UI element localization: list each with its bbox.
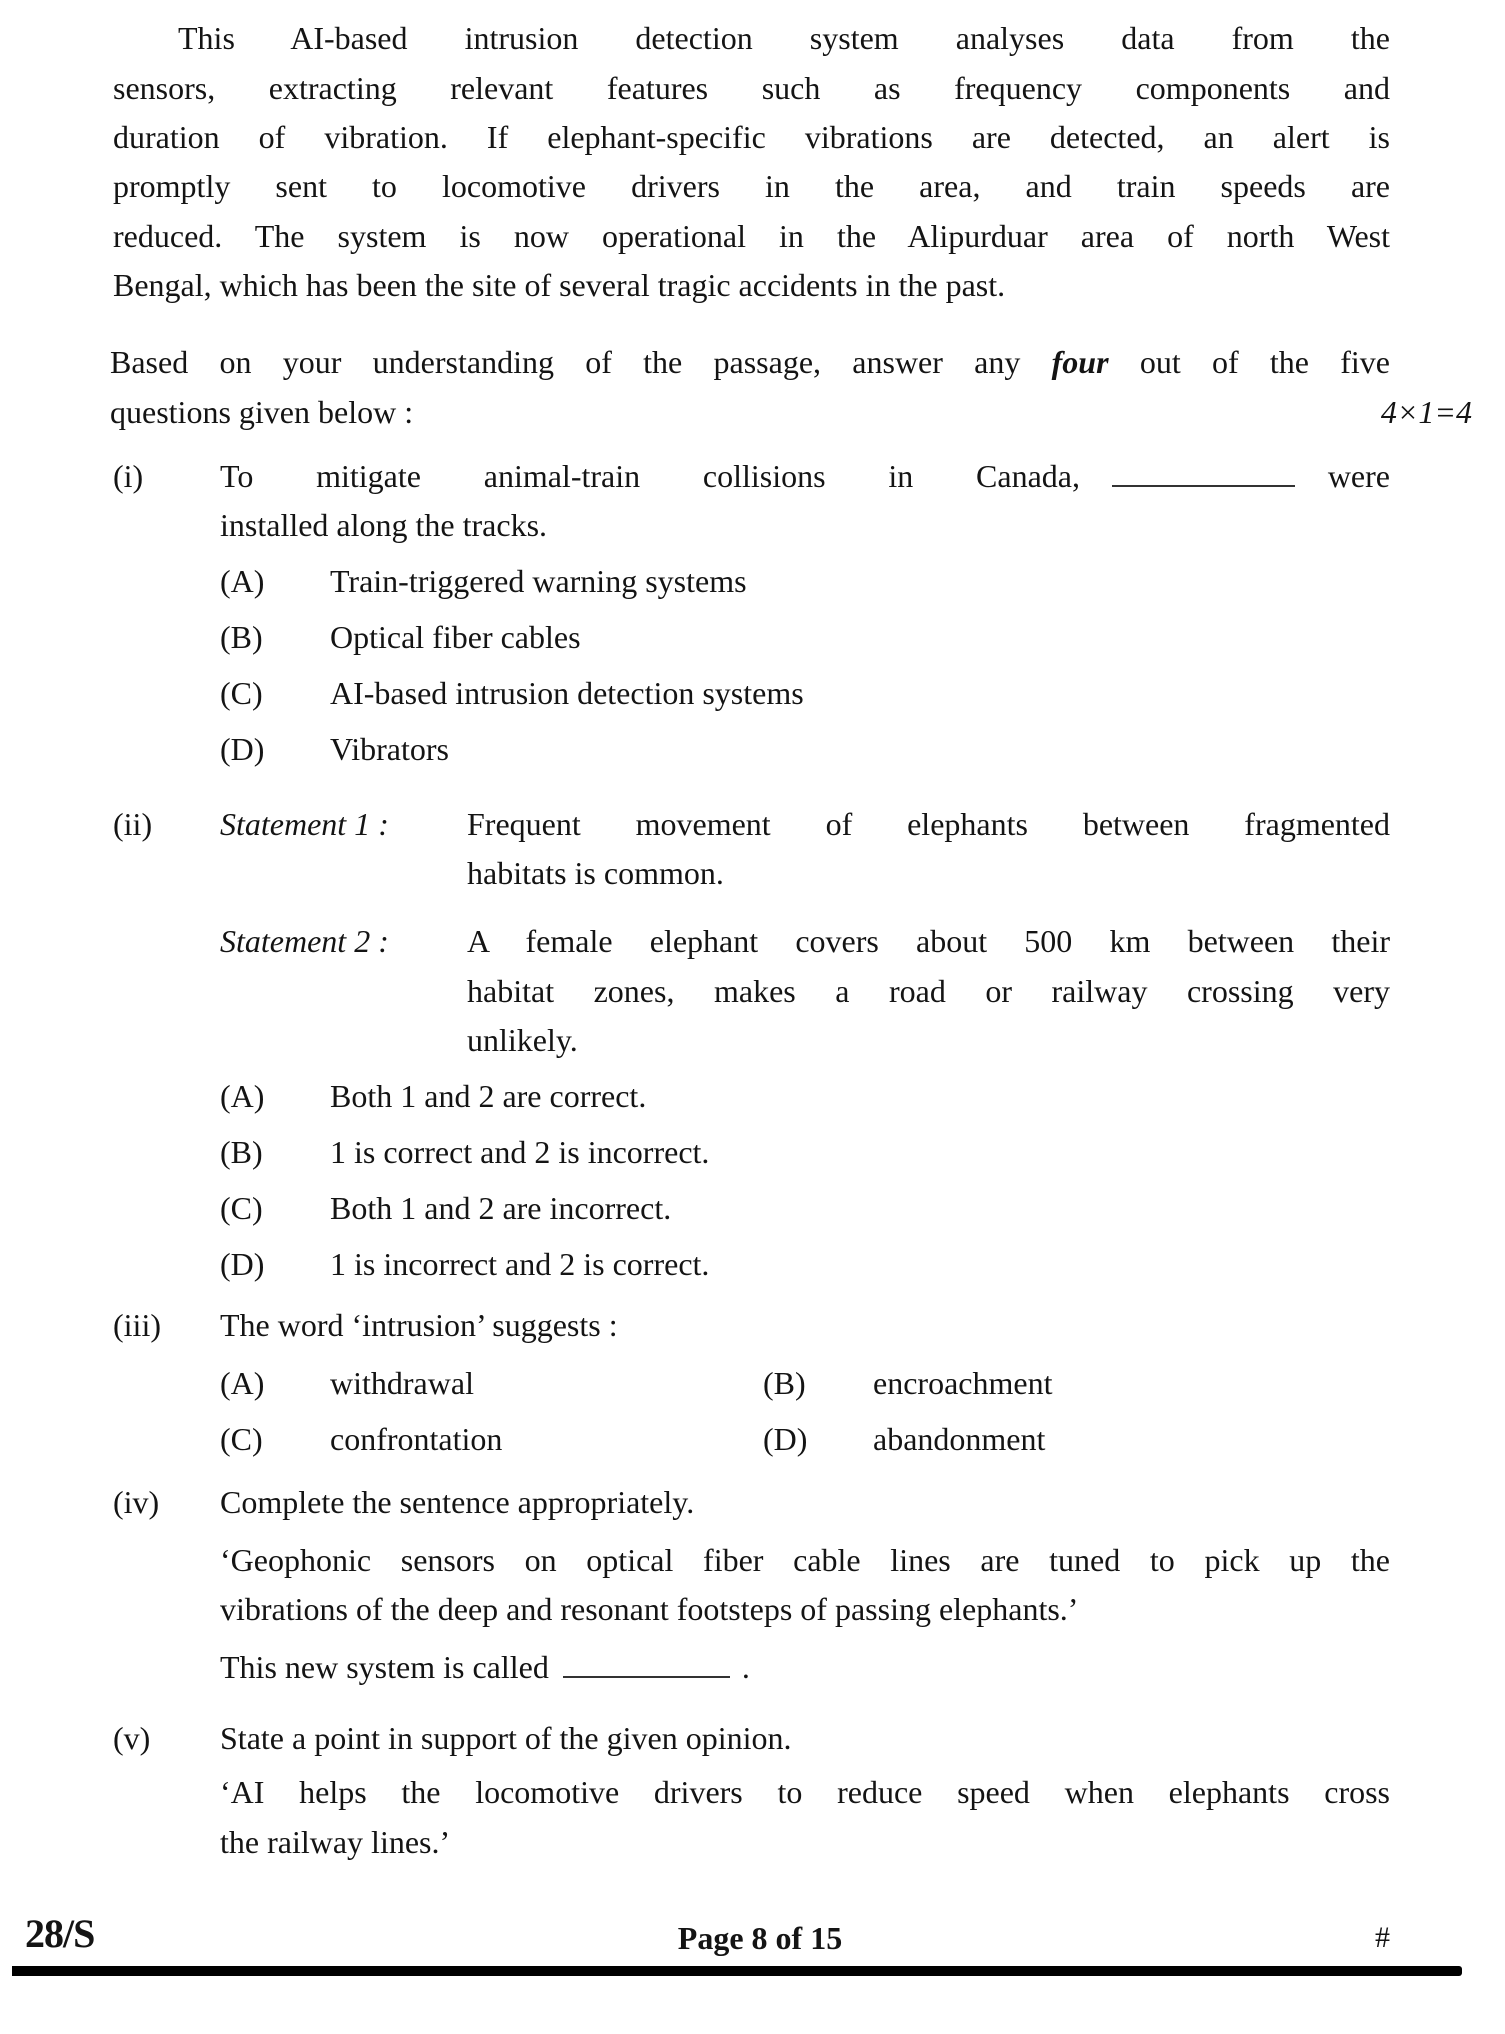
statement-1-line: habitats is common. <box>467 855 724 891</box>
passage-line: Bengal, which has been the site of several tragic accidents in the past. <box>113 267 1006 303</box>
quote-line: ‘Geophonic sensors on optical fiber cable lines are tuned to pick up the <box>220 1542 1390 1578</box>
option-text-d[interactable]: Vibrators <box>330 731 449 767</box>
option-text-a[interactable]: Train-triggered warning systems <box>330 563 747 599</box>
paper-code: 28/S <box>25 1911 95 1956</box>
option-text-a[interactable]: withdrawal <box>330 1365 474 1401</box>
option-label-d[interactable]: (D) <box>220 1246 265 1282</box>
option-label-a[interactable]: (A) <box>220 563 265 599</box>
question-number: (i) <box>113 458 144 494</box>
hash-mark: # <box>1375 1921 1390 1954</box>
answer-blank <box>563 1675 730 1678</box>
statement-1-line: Frequent movement of elephants between fragmented <box>467 806 1390 842</box>
quote-line: vibrations of the deep and resonant footsteps of passing elephants.’ <box>220 1591 1079 1627</box>
option-text-c[interactable]: Both 1 and 2 are incorrect. <box>330 1190 672 1226</box>
option-text-c[interactable]: AI-based intrusion detection systems <box>330 675 804 711</box>
question-number: (iv) <box>113 1484 160 1520</box>
option-label-a[interactable]: (A) <box>220 1078 265 1114</box>
question-text: were <box>1327 458 1390 494</box>
question-text: State a point in support of the given opinion. <box>220 1720 792 1756</box>
option-label-b[interactable]: (B) <box>220 1134 263 1170</box>
question-text: To mitigate animal-train collisions in Canada, <box>220 458 1080 494</box>
statement-2-line: unlikely. <box>467 1022 578 1058</box>
question-text-line <box>220 456 1390 496</box>
option-label-d[interactable]: (D) <box>763 1421 808 1457</box>
passage-line: reduced. The system is now operational in the Alipurduar area of north West <box>113 218 1390 254</box>
option-label-a[interactable]: (A) <box>220 1365 265 1401</box>
question-text: Complete the sentence appropriately. <box>220 1484 695 1520</box>
option-label-d[interactable]: (D) <box>220 731 265 767</box>
passage-line: sensors, extracting relevant features such as frequency components and <box>113 70 1390 106</box>
answer-blank <box>1112 484 1295 487</box>
option-label-c[interactable]: (C) <box>220 1190 263 1226</box>
passage-line: promptly sent to locomotive drivers in the area, and train speeds are <box>113 168 1390 204</box>
page-number: Page 8 of 15 <box>677 1920 843 1956</box>
option-text-b[interactable]: encroachment <box>873 1365 1053 1401</box>
statement-2-line: A female elephant covers about 500 km between their <box>467 923 1390 959</box>
instructions-text: out of the five <box>1139 344 1390 380</box>
quote-line: the railway lines.’ <box>220 1824 451 1860</box>
footer-rule-divider <box>12 1966 1462 1976</box>
question-text: The word ‘intrusion’ suggests : <box>220 1307 618 1343</box>
question-text-line: installed along the tracks. <box>220 507 548 543</box>
marks-allocation: 4×1=4 <box>1380 394 1472 430</box>
instructions-line-1 <box>110 342 1390 382</box>
emphasis-four: four <box>1051 344 1109 380</box>
prompt-period: . <box>741 1649 750 1685</box>
passage-line: This AI-based intrusion detection system analyses data from the <box>178 20 1390 56</box>
option-text-c[interactable]: confrontation <box>330 1421 503 1457</box>
statement-2-line: habitat zones, makes a road or railway crossing very <box>467 973 1390 1009</box>
option-label-b[interactable]: (B) <box>763 1365 806 1401</box>
option-text-b[interactable]: 1 is correct and 2 is incorrect. <box>330 1134 710 1170</box>
instructions-text: Based on your understanding of the passage, answer any <box>110 344 1021 380</box>
option-text-a[interactable]: Both 1 and 2 are correct. <box>330 1078 647 1114</box>
question-number: (iii) <box>113 1307 161 1343</box>
quote-line: ‘AI helps the locomotive drivers to reduce speed when elephants cross <box>220 1774 1390 1810</box>
statement-1-label: Statement 1 : <box>220 806 389 842</box>
passage-line: duration of vibration. If elephant-specific vibrations are detected, an alert is <box>113 119 1390 155</box>
option-text-d[interactable]: abandonment <box>873 1421 1046 1457</box>
instructions-line-2: questions given below : <box>110 394 414 430</box>
option-text-b[interactable]: Optical fiber cables <box>330 619 581 655</box>
option-label-c[interactable]: (C) <box>220 675 263 711</box>
question-number: (v) <box>113 1720 151 1756</box>
statement-2-label: Statement 2 : <box>220 923 389 959</box>
option-label-b[interactable]: (B) <box>220 619 263 655</box>
option-text-d[interactable]: 1 is incorrect and 2 is correct. <box>330 1246 710 1282</box>
question-number: (ii) <box>113 806 153 842</box>
prompt-line <box>220 1647 1390 1687</box>
option-label-c[interactable]: (C) <box>220 1421 263 1457</box>
prompt-text: This new system is called <box>220 1649 549 1685</box>
